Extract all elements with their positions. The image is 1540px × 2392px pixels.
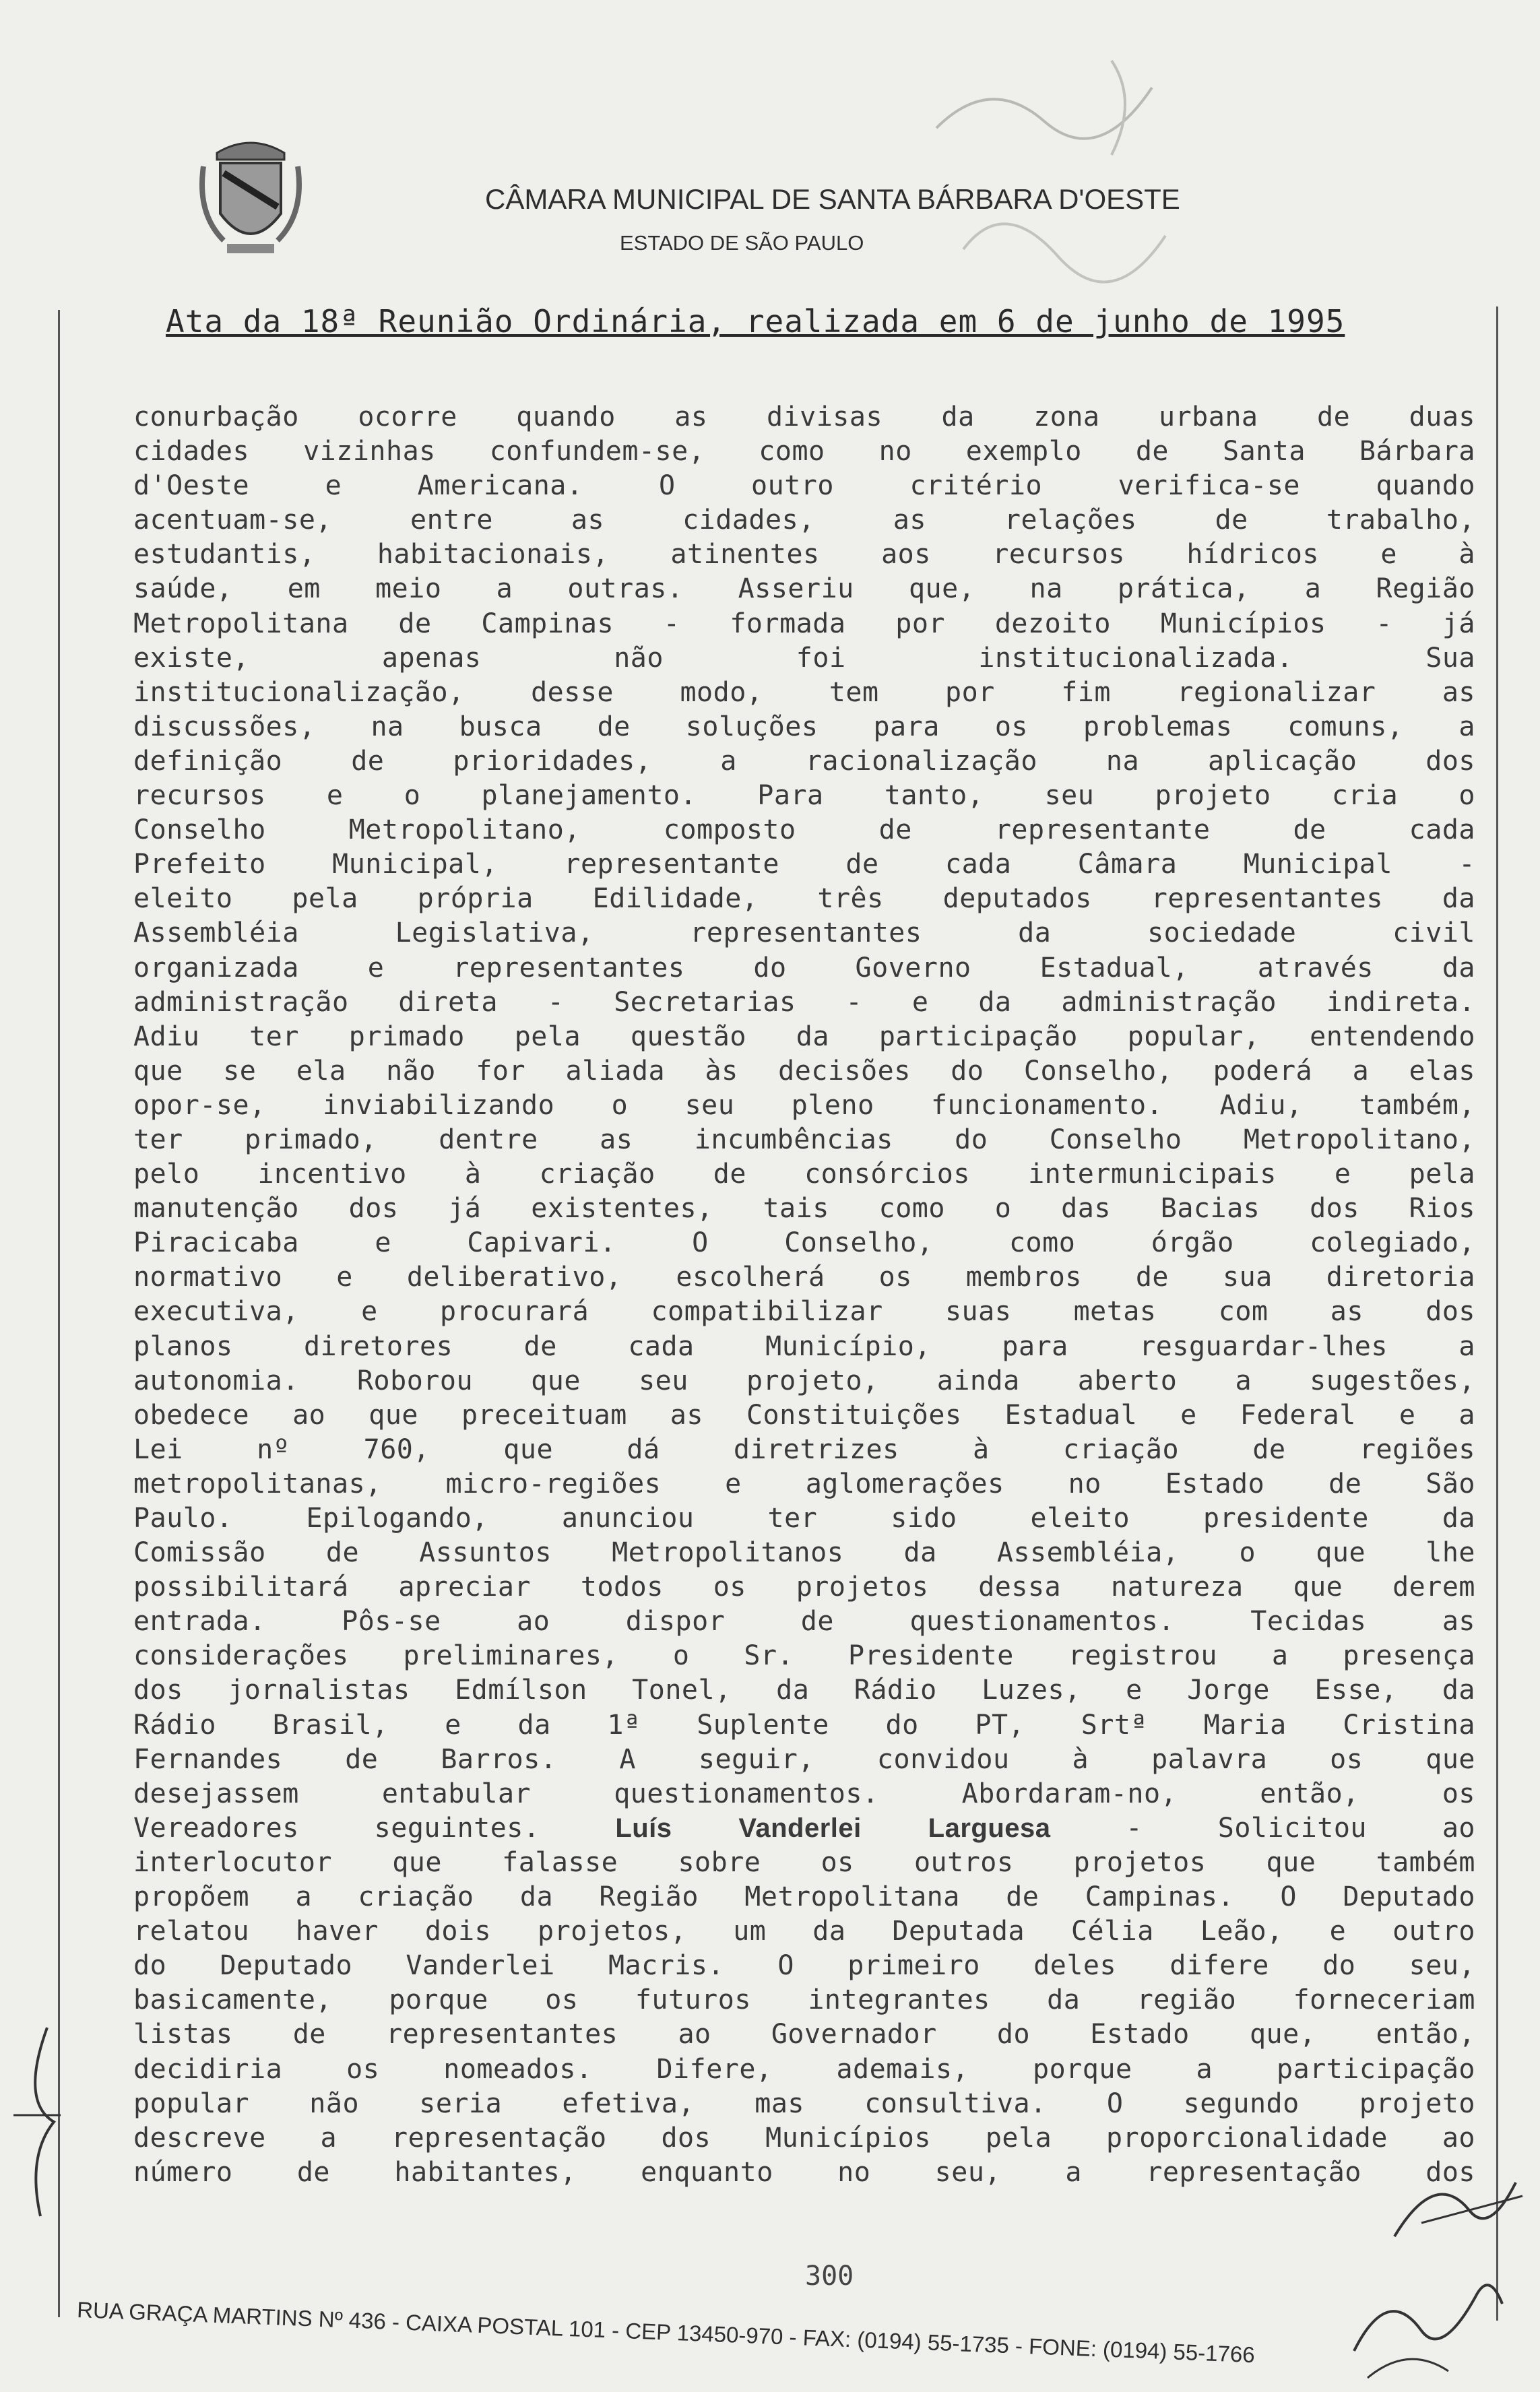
body-line: existe, apenas não foi institucionalizada. Sua: [133, 642, 1475, 674]
body-text: [133, 400, 1475, 2190]
body-line: obedece ao que preceituam as Constituições Estadual e Federal e a: [133, 1399, 1475, 1431]
body-line: listas de representantes ao Governador do Estado que, então,: [133, 2019, 1475, 2050]
document-title: Ata da 18ª Reunião Ordinária, realizada em 6 de junho de 1995: [166, 303, 1345, 340]
body-line: autonomia. Roborou que seu projeto, ainda aberto a sugestões,: [133, 1365, 1475, 1396]
body-line: Vereadores seguintes. Luís Vanderlei Larguesa - Solicitou ao: [133, 1812, 1475, 1844]
body-line: Rádio Brasil, e da 1ª Suplente do PT, Srtª Maria Cristina: [133, 1709, 1475, 1741]
body-line: definição de prioridades, a racionalização na aplicação dos: [133, 745, 1475, 777]
body-line: descreve a representação dos Municípios pela proporcionalidade ao: [133, 2122, 1475, 2154]
body-line: normativo e deliberativo, escolherá os membros de sua diretoria: [133, 1262, 1475, 1293]
body-line: entrada. Pôs-se ao dispor de questionamentos. Tecidas as: [133, 1606, 1475, 1638]
body-line: discussões, na busca de soluções para os problemas comuns, a: [133, 711, 1475, 742]
body-line: considerações preliminares, o Sr. Presidente registrou a presença: [133, 1640, 1475, 1672]
body-line: institucionalização, desse modo, tem por fim regionalizar as: [133, 676, 1475, 708]
body-line: organizada e representantes do Governo Estadual, através da: [133, 952, 1475, 983]
body-line: recursos e o planejamento. Para tanto, seu projeto cria o: [133, 780, 1475, 812]
body-line: eleito pela própria Edilidade, três deputados representantes da: [133, 883, 1475, 915]
body-line: Metropolitana de Campinas - formada por dezoito Municípios - já: [133, 608, 1475, 639]
body-line: Comissão de Assuntos Metropolitanos da Assembléia, o que lhe: [133, 1537, 1475, 1569]
body-line: pelo incentivo à criação de consórcios intermunicipais e pela: [133, 1159, 1475, 1190]
body-line: d'Oeste e Americana. O outro critério verifica-se quando: [133, 470, 1475, 502]
body-line: Conselho Metropolitano, composto de representante de cada: [133, 814, 1475, 846]
coat-of-arms-icon: [197, 133, 304, 261]
body-line: número de habitantes, enquanto no seu, a representação dos: [133, 2156, 1475, 2188]
body-line: Paulo. Epilogando, anunciou ter sido eleito presidente da: [133, 1503, 1475, 1534]
body-line: do Deputado Vanderlei Macris. O primeiro deles difere do seu,: [133, 1950, 1475, 1982]
right-margin-rule: [1496, 306, 1498, 2321]
margin-signature-left: [7, 2021, 67, 2223]
signature-mark: [909, 47, 1192, 330]
body-line: relatou haver dois projetos, um da Deputada Célia Leão, e outro: [133, 1916, 1475, 1947]
body-line: cidades vizinhas confundem-se, como no exemplo de Santa Bárbara: [133, 436, 1475, 467]
body-line: Adiu ter primado pela questão da participação popular, entendendo: [133, 1021, 1475, 1052]
body-line: Fernandes de Barros. A seguir, convidou à palavra os que: [133, 1743, 1475, 1775]
body-line: desejassem entabular questionamentos. Abordaram-no, então, os: [133, 1778, 1475, 1809]
body-line: propõem a criação da Região Metropolitana de Campinas. O Deputado: [133, 1881, 1475, 1913]
body-line: opor-se, inviabilizando o seu pleno funcionamento. Adiu, também,: [133, 1089, 1475, 1121]
body-line: possibilitará apreciar todos os projetos dessa natureza que derem: [133, 1572, 1475, 1603]
body-line: Lei nº 760, que dá diretrizes à criação de regiões: [133, 1433, 1475, 1465]
body-line: administração direta - Secretarias - e da administração indireta.: [133, 986, 1475, 1018]
body-line: conurbação ocorre quando as divisas da zona urbana de duas: [133, 401, 1475, 432]
body-line: estudantis, habitacionais, atinentes aos recursos hídricos e à: [133, 539, 1475, 571]
body-line: ter primado, dentre as incumbências do Conselho Metropolitano,: [133, 1124, 1475, 1155]
body-line: executiva, e procurará compatibilizar suas metas com as dos: [133, 1296, 1475, 1328]
body-line: decidiria os nomeados. Difere, ademais, porque a participação: [133, 2053, 1475, 2085]
body-line: manutenção dos já existentes, tais como o das Bacias dos Rios: [133, 1193, 1475, 1225]
body-line: Piracicaba e Capivari. O Conselho, como órgão colegiado,: [133, 1227, 1475, 1259]
body-line: planos diretores de cada Município, para resguardar-lhes a: [133, 1330, 1475, 1362]
body-line: dos jornalistas Edmílson Tonel, da Rádio Luzes, e Jorge Esse, da: [133, 1675, 1475, 1706]
body-line: que se ela não for aliada às decisões do Conselho, poderá a elas: [133, 1055, 1475, 1087]
org-name: CÂMARA MUNICIPAL DE SANTA BÁRBARA D'OESTE: [485, 183, 1180, 215]
body-line: popular não seria efetiva, mas consultiva. O segundo projeto: [133, 2088, 1475, 2119]
body-line: Prefeito Municipal, representante de cada Câmara Municipal -: [133, 849, 1475, 880]
left-margin-rule: [58, 310, 60, 2317]
org-state: ESTADO DE SÃO PAULO: [620, 231, 864, 255]
body-line: basicamente, porque os futuros integrantes da região forneceriam: [133, 1984, 1475, 2016]
body-line: interlocutor que falasse sobre os outros projetos que também: [133, 1846, 1475, 1878]
page-number: 300: [805, 2261, 854, 2292]
body-line: metropolitanas, micro-regiões e aglomerações no Estado de São: [133, 1468, 1475, 1499]
speaker-name: Luís Vanderlei Larguesa: [615, 1813, 1051, 1843]
footer-address: RUA GRAÇA MARTINS Nº 436 - CAIXA POSTAL 101 - CEP 13450-970 - FAX: (0194) 55-1735 - FONE: (0194) 55-1766: [76, 2297, 1256, 2368]
body-line: saúde, em meio a outras. Asseriu que, na prática, a Região: [133, 573, 1475, 605]
body-line: Assembléia Legislativa, representantes da sociedade civil: [133, 917, 1475, 949]
footer-signature: [1341, 2243, 1516, 2385]
body-line: acentuam-se, entre as cidades, as relações de trabalho,: [133, 505, 1475, 536]
